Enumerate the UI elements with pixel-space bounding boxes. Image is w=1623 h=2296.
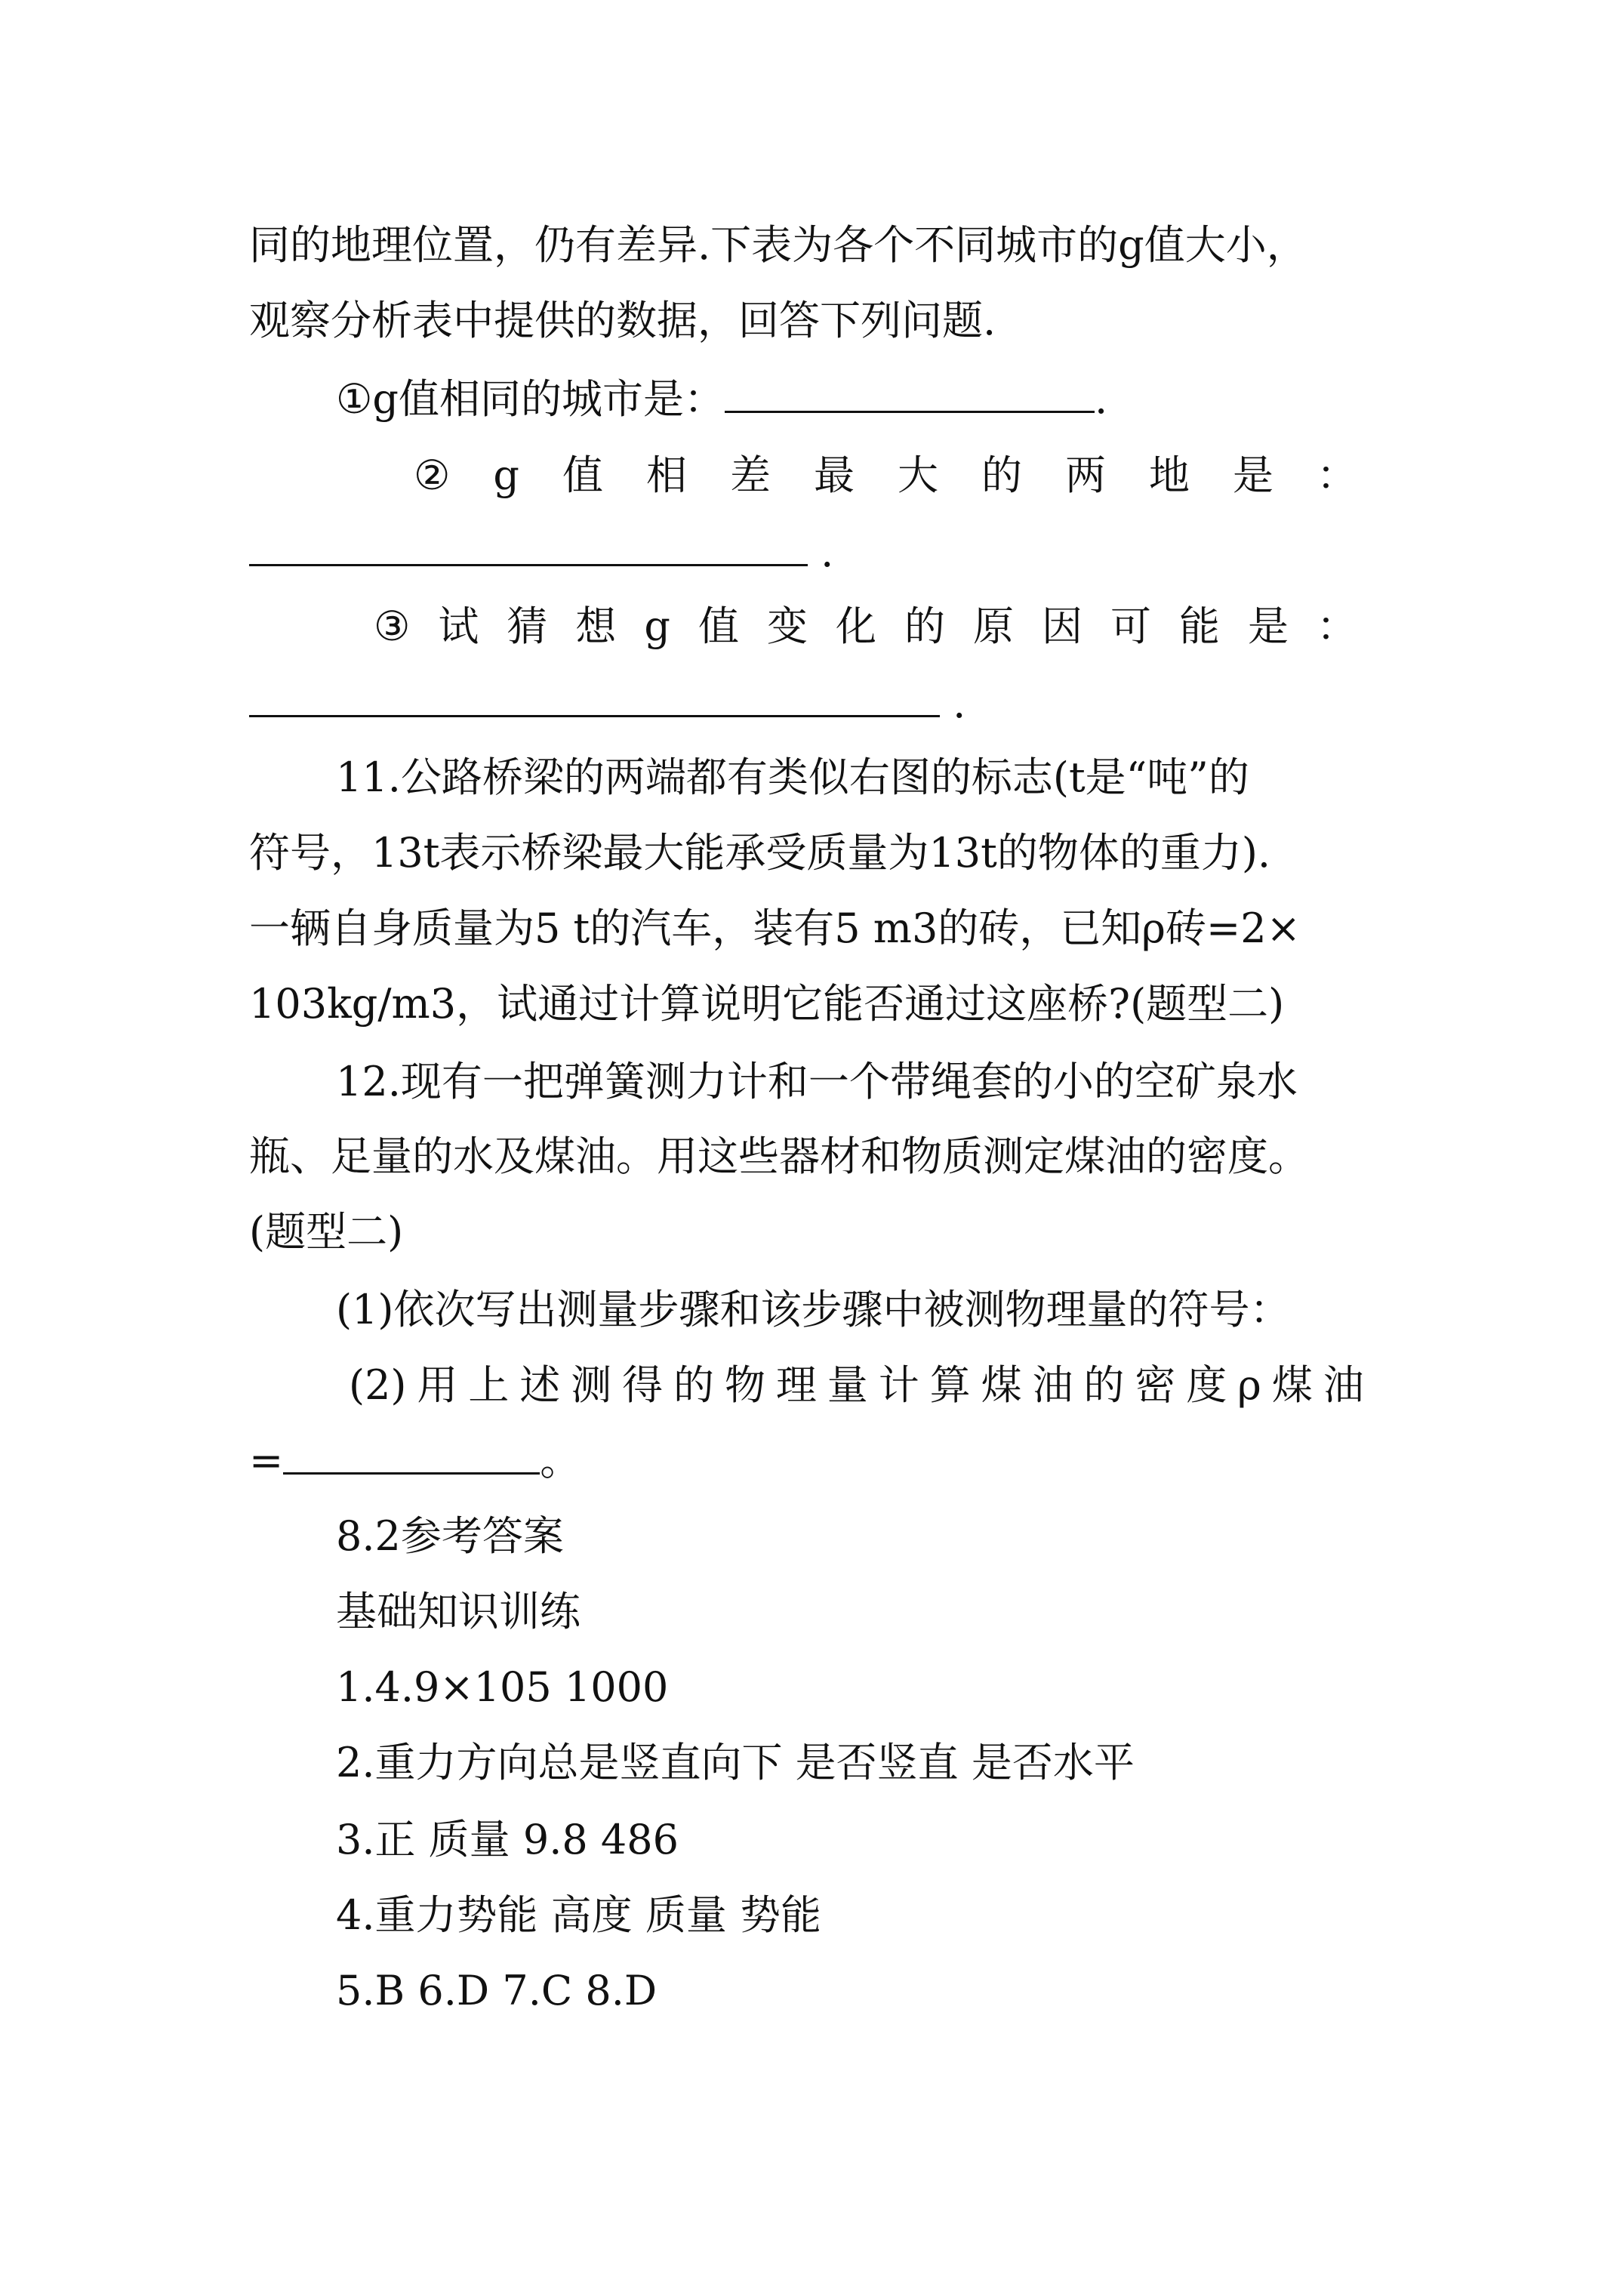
- answer-item: 4.重力势能 高度 质量 势能: [336, 1891, 822, 1939]
- text-char: 算: [929, 1361, 971, 1409]
- answer-blank: [283, 1433, 540, 1475]
- text-char: 计: [878, 1361, 919, 1409]
- text-char: 物: [724, 1361, 765, 1409]
- answer-item: 2.重力方向总是竖直向下 是否竖直 是否水平: [336, 1739, 1135, 1786]
- text-char: 是: [1233, 451, 1273, 499]
- text-char: 上: [468, 1361, 510, 1409]
- step-1-line: (1)依次写出测量步骤和该步骤中被测物理量的符号：: [336, 1286, 1291, 1333]
- text-char: 化: [836, 603, 876, 650]
- question-2-answer-line: [249, 525, 1397, 579]
- text-char: 煤: [1271, 1361, 1313, 1409]
- text-char: 差: [730, 451, 771, 499]
- question-2-line: [414, 449, 1357, 502]
- text-char: 地: [1149, 451, 1190, 499]
- punctuation: .: [953, 680, 966, 727]
- text-char: 的: [673, 1361, 715, 1409]
- text-char: (2): [349, 1361, 407, 1409]
- text-char: g: [493, 451, 519, 499]
- text-char: 想: [575, 603, 617, 650]
- text-char: 的: [904, 603, 945, 650]
- text-char: 量: [827, 1361, 868, 1409]
- text-char: ②: [414, 451, 451, 499]
- question-12-line: 12.现有一把弹簧测力计和一个带绳套的小的空矿泉水: [336, 1058, 1298, 1105]
- text-line: (题型二): [249, 1208, 404, 1256]
- text-char: 因: [1042, 603, 1083, 650]
- text-char: ρ: [1237, 1361, 1261, 1409]
- answers-subtitle: 基础知识训练: [336, 1588, 581, 1635]
- punctuation: .: [1094, 375, 1108, 423]
- text-char: 试: [438, 603, 479, 650]
- text-char: 用: [417, 1361, 458, 1409]
- text-char: 能: [1179, 603, 1220, 650]
- text-char: g: [644, 603, 670, 650]
- answer-blank: [725, 371, 1095, 413]
- text-char: 油: [1323, 1361, 1364, 1409]
- question-3-answer-line: [249, 676, 1397, 730]
- text-char: 测: [571, 1361, 612, 1409]
- answer-item: 5.B 6.D 7.C 8.D: [336, 1967, 658, 2014]
- punctuation: 。: [540, 1437, 581, 1484]
- text-char: 是: [1248, 603, 1289, 650]
- question-11-line: 11.公路桥梁的两端都有类似右图的标志(t是“吨”的: [336, 754, 1249, 801]
- text-char: 可: [1110, 603, 1151, 650]
- step-2-answer-line: [249, 1433, 1397, 1487]
- text-line: 瓶、足量的水及煤油。用这些器材和物质测定煤油的密度。: [249, 1133, 1309, 1180]
- text-line: 同的地理位置，仍有差异.下表为各个不同城市的g值大小，: [249, 221, 1307, 269]
- text-line: 103kg/m3，试通过计算说明它能否通过这座桥?(题型二): [249, 980, 1285, 1028]
- question-1-line: [336, 371, 1483, 426]
- text-char: ：: [1317, 451, 1357, 499]
- text-char: 密: [1135, 1361, 1176, 1409]
- equals-sign: =: [249, 1437, 284, 1484]
- text-char: 大: [898, 451, 938, 499]
- text-char: 述: [519, 1361, 561, 1409]
- answer-blank: [249, 525, 808, 566]
- text-char: 原: [973, 603, 1014, 650]
- text-char: 煤: [981, 1361, 1022, 1409]
- text-char: 值: [698, 603, 739, 650]
- text-char: 猜: [507, 603, 548, 650]
- text-line: 观察分析表中提供的数据，回答下列问题.: [249, 297, 996, 344]
- text-char: 油: [1032, 1361, 1073, 1409]
- text-line: 符号，13t表示桥梁最大能承受质量为13t的物体的重力).: [249, 829, 1271, 877]
- text-char: 理: [775, 1361, 817, 1409]
- text-char: ③: [374, 603, 411, 650]
- text-char: 值: [562, 451, 603, 499]
- text-char: ：: [1317, 603, 1357, 650]
- answer-item: 1.4.9×105 1000: [336, 1663, 669, 1711]
- question-1-text: ①g值相同的城市是：: [336, 375, 725, 423]
- punctuation: .: [821, 529, 834, 576]
- text-char: 两: [1065, 451, 1106, 499]
- question-3-line: [374, 600, 1357, 653]
- text-line: 一辆自身质量为5 t的汽车，装有5 m3的砖，已知ρ砖=2×: [249, 905, 1301, 952]
- text-char: 的: [1083, 1361, 1125, 1409]
- text-char: 度: [1186, 1361, 1227, 1409]
- text-char: 最: [814, 451, 855, 499]
- text-char: 的: [981, 451, 1022, 499]
- answer-blank: [249, 676, 940, 717]
- text-char: 相: [646, 451, 687, 499]
- answers-title: 8.2参考答案: [336, 1512, 564, 1560]
- answer-item: 3.正 质量 9.8 486: [336, 1816, 679, 1863]
- step-2-line: [349, 1359, 1364, 1412]
- text-char: 变: [767, 603, 808, 650]
- text-char: 得: [622, 1361, 664, 1409]
